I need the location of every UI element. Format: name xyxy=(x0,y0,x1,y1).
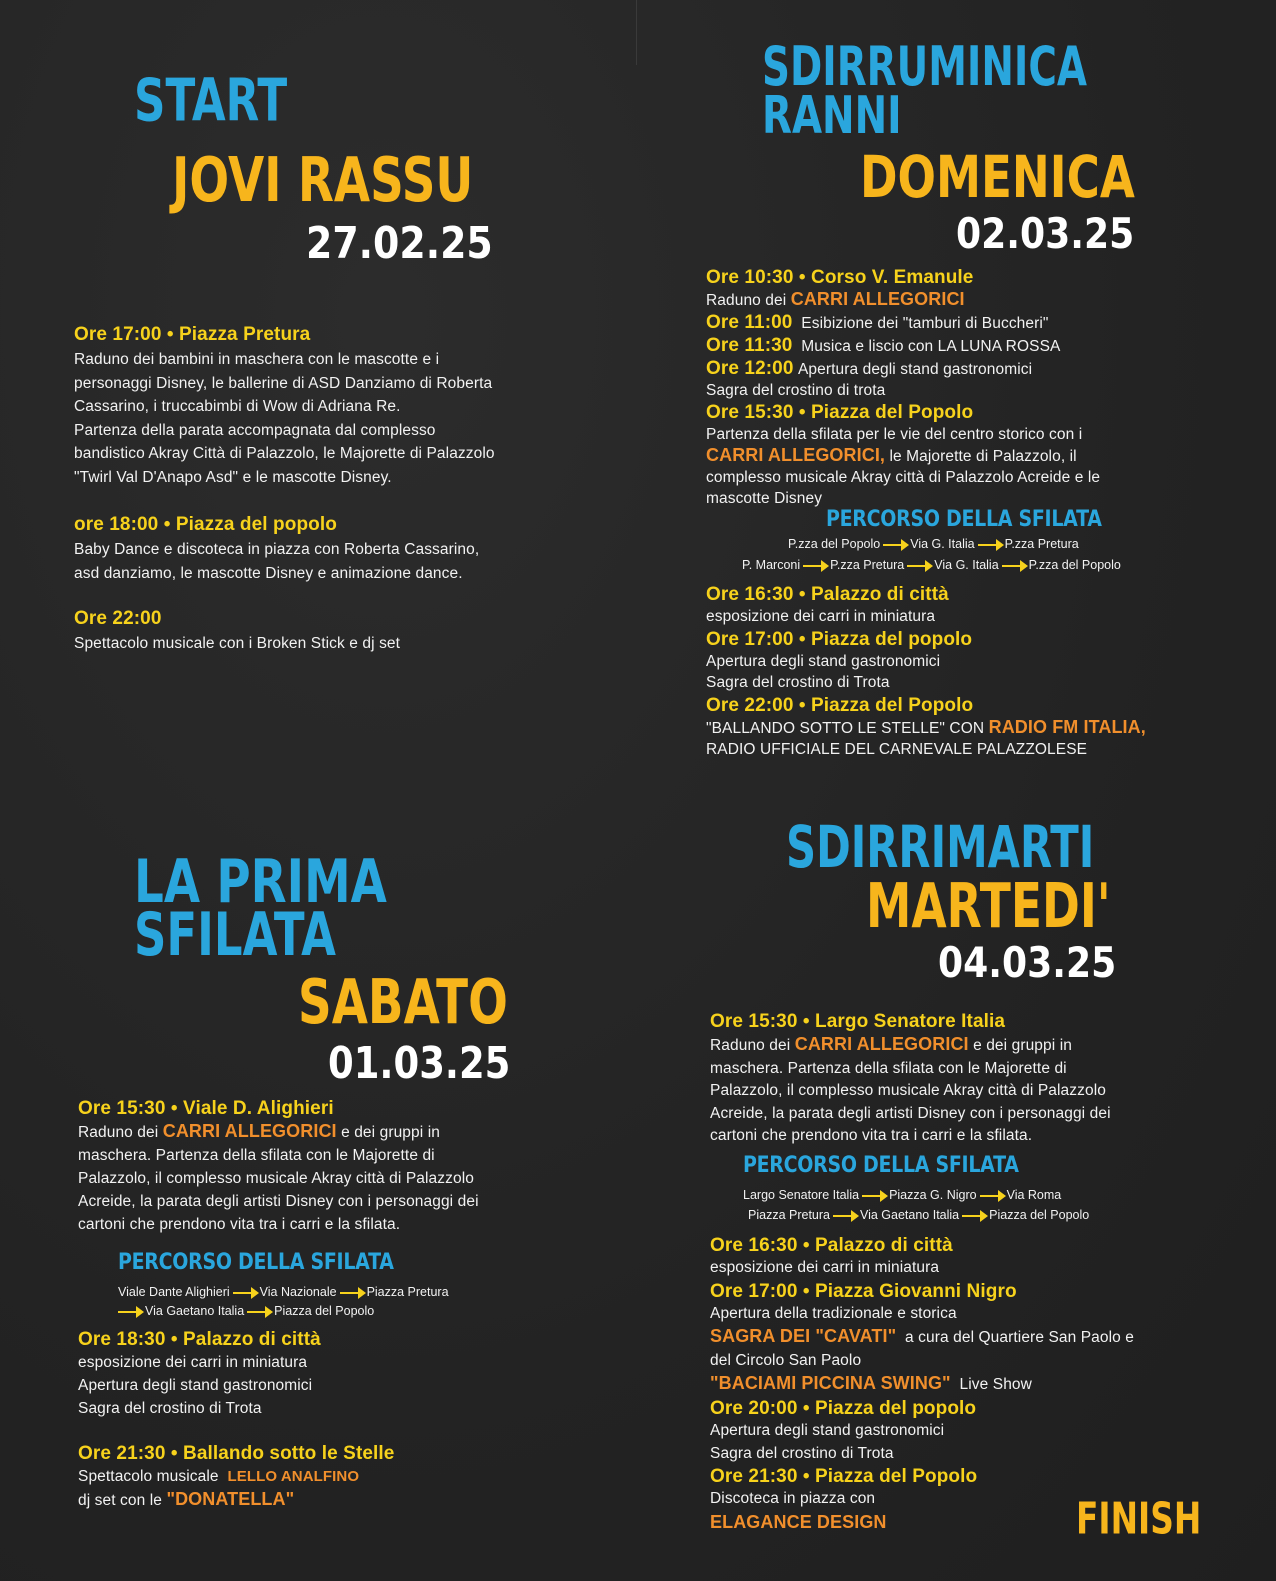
route-line xyxy=(788,534,1079,554)
panel3-title-line1: LA PRIMA xyxy=(134,847,387,917)
panel2-program-2 xyxy=(706,583,1146,761)
panel1-program xyxy=(74,323,495,656)
arrow-icon xyxy=(1002,565,1026,567)
event-text: Spettacolo musicale con i Broken Stick e dj set xyxy=(74,635,401,652)
event-text: esposizione dei carri in miniatura xyxy=(706,608,936,625)
route-line xyxy=(118,1301,374,1321)
panel4-day: MARTEDI' xyxy=(866,870,1111,943)
event-text: bandistico Akray Città di Palazzolo, le Majorette di Palazzolo xyxy=(74,445,495,462)
panel3-program-2 xyxy=(78,1328,394,1512)
panel4-program xyxy=(710,1010,1111,1148)
text: Live Show xyxy=(959,1376,1032,1394)
panel1-title: JOVI RASSU xyxy=(172,144,474,217)
event-text: Sagra del crostino di Trota xyxy=(710,1444,894,1462)
event-text xyxy=(706,717,1146,740)
event-time: Ore 20:00 • Piazza del popolo xyxy=(710,1397,977,1419)
event-text: Sagra del crostino di trota xyxy=(706,382,886,399)
route-line xyxy=(748,1205,1089,1225)
panel2-title-line1: SDIRRUMINICA xyxy=(762,35,1087,98)
event-text: RADIO UFFICIALE DEL CARNEVALE PALAZZOLESE xyxy=(706,741,1088,758)
event-text xyxy=(706,311,1100,334)
highlight: SAGRA DEI "CAVATI" xyxy=(710,1326,897,1347)
route-stop: Piazza del Popolo xyxy=(274,1304,375,1318)
event-time: Ore 11:00 xyxy=(706,312,793,333)
text: Musica e liscio con LA LUNA ROSSA xyxy=(801,338,1061,355)
percorso-title: PERCORSO DELLA SFILATA xyxy=(743,1152,1019,1178)
event-time: Ore 21:30 • Ballando sotto le Stelle xyxy=(78,1443,395,1464)
arrow-icon xyxy=(862,1195,886,1197)
event-text: mascotte Disney xyxy=(706,490,823,507)
arrow-icon xyxy=(978,544,1002,546)
event-text xyxy=(710,1325,1134,1350)
arrow-icon xyxy=(340,1292,364,1294)
arrow-icon xyxy=(233,1292,257,1294)
event-time: Ore 15:30 • Viale D. Alighieri xyxy=(78,1098,334,1119)
event-text: cartoni che prendono vita tra i carri e la sfilata. xyxy=(78,1216,401,1233)
text: Raduno dei xyxy=(710,1037,791,1054)
event-text xyxy=(78,1488,394,1512)
text: dj set con le xyxy=(78,1492,163,1509)
panel1-date: 27.02.25 xyxy=(306,218,493,269)
panel3-program xyxy=(78,1097,479,1236)
panel3-date: 01.03.25 xyxy=(328,1038,511,1089)
event-text: personaggi Disney, le ballerine di ASD Danziamo di Roberta xyxy=(74,374,493,392)
event-time: Ore 16:30 • Palazzo di città xyxy=(710,1235,953,1256)
arrow-icon xyxy=(980,1195,1004,1197)
event-text: Apertura degli stand gastronomici xyxy=(706,652,941,670)
event-text: esposizione dei carri in miniatura xyxy=(710,1259,940,1276)
route-line xyxy=(743,1185,1061,1205)
arrow-icon xyxy=(247,1311,271,1313)
event-text: Apertura degli stand gastronomici xyxy=(78,1377,313,1394)
highlight: RADIO FM ITALIA, xyxy=(988,716,1146,737)
event-time: Ore 22:00 xyxy=(74,608,162,629)
arrow-icon xyxy=(118,1311,142,1313)
event-text: asd danziamo, le mascotte Disney e animazione dance. xyxy=(74,564,463,582)
route-stop: P.zza Pretura xyxy=(1004,537,1079,551)
text: e dei gruppi in xyxy=(973,1037,1072,1054)
panel2-date: 02.03.25 xyxy=(956,209,1135,258)
highlight: CARRI ALLEGORICI, xyxy=(706,445,886,465)
route-stop: Largo Senatore Italia xyxy=(743,1188,860,1202)
arrow-icon xyxy=(907,565,931,567)
event-text xyxy=(706,334,1100,357)
route-stop: Piazza Pretura xyxy=(366,1285,449,1299)
route-stop: Via Roma xyxy=(1006,1188,1062,1202)
event-time: Ore 17:00 • Piazza del popolo xyxy=(706,628,973,650)
event-text: Discoteca in piazza con xyxy=(710,1490,876,1508)
event-time: Ore 22:00 • Piazza del Popolo xyxy=(706,694,974,716)
event-time: Ore 21:30 • Piazza del Popolo xyxy=(710,1466,978,1488)
route-line xyxy=(118,1282,449,1302)
event-text: Partenza della sfilata per le vie del centro storico con i xyxy=(706,426,1083,443)
event-text: Palazzolo, il complesso musicale Akray città di Palazzolo xyxy=(78,1170,474,1187)
text: le Majorette di Palazzolo, il xyxy=(889,448,1077,465)
event-text: complesso musicale Akray città di Palazzolo Acreide e le xyxy=(706,469,1101,486)
text: e dei gruppi in xyxy=(341,1124,440,1141)
route-stop: P.zza del Popolo xyxy=(788,537,881,551)
event-text: del Circolo San Paolo xyxy=(710,1351,862,1369)
route-stop: Via Nazionale xyxy=(259,1285,337,1299)
text: a cura del Quartiere San Paolo e xyxy=(905,1329,1134,1347)
event-text xyxy=(78,1120,479,1144)
start-heading: START xyxy=(134,66,288,135)
event-text: Apertura della tradizionale e storica xyxy=(710,1304,957,1322)
text: Esibizione dei "tamburi di Buccheri" xyxy=(801,315,1049,332)
highlight: CARRI ALLEGORICI xyxy=(790,289,965,309)
panel3-title-line2: SFILATA xyxy=(134,900,336,970)
event-text: Palazzolo, il complesso musicale Akray città di Palazzolo xyxy=(710,1082,1106,1100)
finish-heading: FINISH xyxy=(1076,1494,1202,1545)
event-text: cartoni che prendono vita tra i carri e la sfilata. xyxy=(710,1127,1033,1145)
route-stop: Via Gaetano Italia xyxy=(859,1208,960,1222)
panel4-title-line1: SDIRRIMARTI xyxy=(786,813,1095,881)
event-text xyxy=(706,445,1100,467)
highlight: ELAGANCE DESIGN xyxy=(710,1511,887,1532)
route-stop: Piazza G. Nigro xyxy=(889,1188,977,1202)
event-time: Ore 15:30 • Piazza del Popolo xyxy=(706,402,974,423)
event-text: esposizione dei carri in miniatura xyxy=(78,1354,308,1371)
event-text: Partenza della parata accompagnata dal complesso xyxy=(74,421,436,439)
arrow-icon xyxy=(803,565,827,567)
event-text: Apertura degli stand gastronomici xyxy=(710,1421,945,1439)
text: Raduno dei xyxy=(78,1124,159,1141)
panel4-date: 04.03.25 xyxy=(938,938,1117,987)
panel3-day: SABATO xyxy=(298,966,508,1039)
event-text: Raduno dei bambini in maschera con le mascotte e i xyxy=(74,351,440,368)
text: "BALLANDO SOTTO LE STELLE" CON xyxy=(706,719,985,737)
arrow-icon xyxy=(962,1215,986,1217)
text: Raduno dei xyxy=(706,292,787,309)
event-time: Ore 17:00 • Piazza Pretura xyxy=(74,324,311,345)
route-stop: Viale Dante Alighieri xyxy=(118,1285,230,1299)
route-stop: P. Marconi xyxy=(742,558,801,572)
panel2-title-line2: RANNI xyxy=(762,85,902,146)
event-text xyxy=(706,357,1100,380)
event-text: Sagra del crostino di Trota xyxy=(706,674,890,691)
event-time: Ore 12:00 xyxy=(706,358,794,379)
highlight: "DONATELLA" xyxy=(166,1489,295,1509)
event-time: Ore 15:30 • Largo Senatore Italia xyxy=(710,1011,1006,1032)
route-stop: P.zza Pretura xyxy=(830,558,905,572)
event-time: Ore 11:30 xyxy=(706,335,793,356)
event-text xyxy=(710,1372,1134,1397)
event-text xyxy=(78,1465,394,1488)
event-time: ore 18:00 • Piazza del popolo xyxy=(74,514,337,535)
arrow-icon xyxy=(883,544,907,546)
text: Spettacolo musicale xyxy=(78,1468,219,1485)
event-text: Acreide, la parata degli artisti Disney con i personaggi dei xyxy=(78,1193,479,1210)
route-stop: Via G. Italia xyxy=(910,537,975,551)
event-time: Ore 18:30 • Palazzo di città xyxy=(78,1329,321,1350)
route-line xyxy=(742,555,1121,575)
percorso-title: PERCORSO DELLA SFILATA xyxy=(826,506,1102,532)
event-time: Ore 17:00 • Piazza Giovanni Nigro xyxy=(710,1280,1017,1302)
percorso-title: PERCORSO DELLA SFILATA xyxy=(118,1249,394,1275)
route-stop: P.zza del Popolo xyxy=(1028,558,1121,572)
event-text: Acreide, la parata degli artisti Disney con i personaggi dei xyxy=(710,1104,1111,1122)
highlight: LELLO ANALFINO xyxy=(227,1468,360,1485)
fold-line xyxy=(636,0,637,65)
event-text: maschera. Partenza della sfilata con le Majorette di xyxy=(78,1147,435,1164)
route-stop: Via G. Italia xyxy=(934,558,999,572)
arrow-icon xyxy=(833,1215,857,1217)
route-stop: Piazza Pretura xyxy=(748,1208,830,1222)
event-text xyxy=(706,289,1100,311)
event-text xyxy=(710,1511,1134,1536)
event-text: Sagra del crostino di Trota xyxy=(78,1400,262,1417)
event-text xyxy=(710,1033,1111,1058)
event-text: Cassarino, i truccabimbi di Wow di Adriana Re. xyxy=(74,398,401,415)
event-text: maschera. Partenza della sfilata con le Majorette di xyxy=(710,1059,1067,1077)
panel4-program-2 xyxy=(710,1234,1134,1535)
event-time: Ore 10:30 • Corso V. Emanule xyxy=(706,267,974,288)
panel2-program xyxy=(706,266,1100,509)
text: Apertura degli stand gastronomici xyxy=(797,361,1033,378)
route-stop: Via Gaetano Italia xyxy=(145,1304,245,1318)
highlight: CARRI ALLEGORICI xyxy=(794,1034,969,1054)
route-stop: Piazza del Popolo xyxy=(989,1208,1090,1222)
event-time: Ore 16:30 • Palazzo di città xyxy=(706,584,949,605)
event-text: "Twirl Val D'Anapo Asd" e le mascotte Disney. xyxy=(74,468,392,486)
highlight: CARRI ALLEGORICI xyxy=(162,1121,337,1141)
panel2-day: DOMENICA xyxy=(860,143,1135,211)
highlight: "BACIAMI PICCINA SWING" xyxy=(710,1373,951,1394)
event-text: Baby Dance e discoteca in piazza con Roberta Cassarino, xyxy=(74,541,480,558)
